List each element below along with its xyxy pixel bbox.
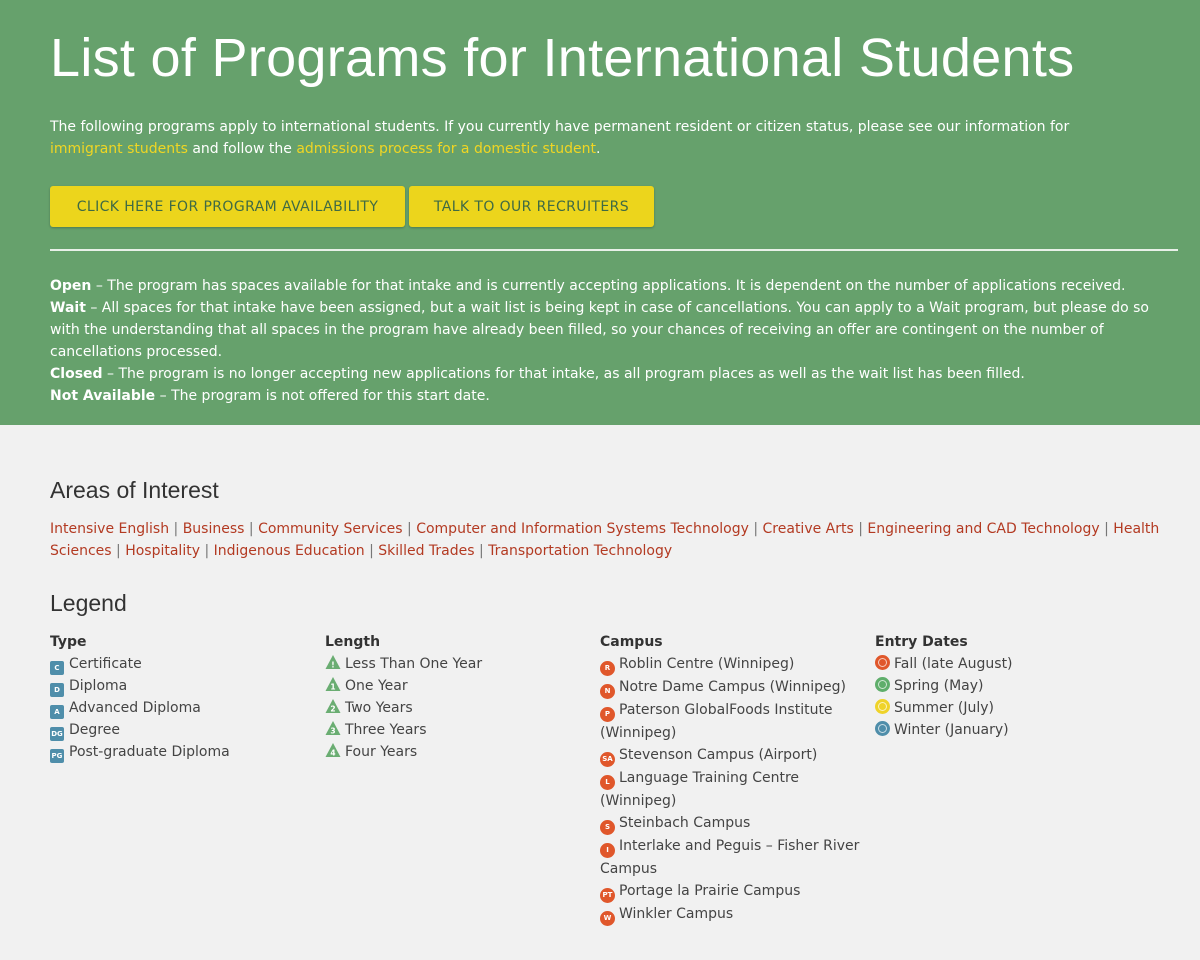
legend-item [600,653,875,676]
legend-item [50,697,325,719]
page-title: List of Programs for International Students [50,28,1075,88]
svg-text:4: 4 [330,748,336,758]
svg-text:2: 2 [330,704,336,714]
legend-item [600,767,875,812]
hero-banner [0,0,1200,425]
type-heading: Type [50,634,87,650]
area-link-engineering-and-cad-technology[interactable]: Engineering and CAD Technology [867,521,1100,537]
legend-label: Advanced Diploma [69,700,201,716]
legend-item [600,744,875,767]
area-link-indigenous-education[interactable]: Indigenous Education [213,543,365,559]
area-link-hospitality[interactable]: Hospitality [125,543,200,559]
separator: | [116,543,121,559]
status-closed: Closed – The program is no longer accepting new applications for that intake, as all program places as well as the wait list has been filled. [50,366,1025,382]
legend-item [600,903,875,926]
campus-p-icon: P [600,707,615,722]
legend-label: Winter (January) [894,722,1009,738]
legend-label: Winkler Campus [619,906,734,922]
legend-item [50,719,325,741]
type-degree-icon: DG [50,727,64,741]
fall-icon [875,655,890,670]
legend-label: Notre Dame Campus (Winnipeg) [619,679,846,695]
legend-item [325,741,600,763]
button-row [50,186,1178,227]
type-advanced-diploma-icon: A [50,705,64,719]
separator: | [858,521,863,537]
legend-item [875,653,1150,675]
separator: | [479,543,484,559]
campus-sa-icon: SA [600,752,615,767]
area-link-business[interactable]: Business [182,521,245,537]
campus-s-icon: S [600,820,615,835]
legend-item [325,653,600,675]
legend-label: Stevenson Campus (Airport) [619,747,818,763]
immigrant-students-link[interactable]: immigrant students [50,141,188,157]
legend-label: Interlake and Peguis – Fisher River Campus [600,838,860,877]
legend-item [875,719,1150,741]
legend-item [600,835,875,880]
legend-item [600,812,875,835]
length-one-year-icon [325,676,341,692]
legend-label: Four Years [345,744,418,760]
area-link-community-services[interactable]: Community Services [258,521,403,537]
summer-icon [875,699,890,714]
legend-label: Fall (late August) [894,656,1013,672]
legend-item [325,675,600,697]
legend-label: Three Years [345,722,427,738]
legend-item [325,719,600,741]
legend-length-column [325,631,600,926]
separator: | [204,543,210,559]
winter-icon [875,721,890,736]
campus-pt-icon: PT [600,888,615,903]
legend-label: Summer (July) [894,700,994,716]
type-certificate-icon: C [50,661,64,675]
legend-label: Paterson GlobalFoods Institute (Winnipeg) [600,702,833,741]
legend-label: One Year [345,678,408,694]
length-less-than-one-year-icon [325,654,341,670]
legend-label: Roblin Centre (Winnipeg) [619,656,795,672]
campus-r-icon: R [600,661,615,676]
status-open: Open – The program has spaces available for that intake and is currently accepting applications. It is dependent on the number of applications received. [50,278,1126,294]
separator: | [753,521,759,537]
legend-label: Less Than One Year [345,656,483,672]
legend-item [325,697,600,719]
legend-label: Two Years [345,700,413,716]
campus-heading: Campus [600,634,663,650]
legend-item [50,741,325,763]
length-two-years-icon [325,698,341,714]
divider [50,249,1178,251]
campus-i-icon: I [600,843,615,858]
talk-to-recruiters-button[interactable]: TALK TO OUR RECRUITERS [409,186,654,227]
type-post-graduate-diploma-icon: PG [50,749,64,763]
program-availability-button[interactable]: CLICK HERE FOR PROGRAM AVAILABILITY [50,186,405,227]
area-link-skilled-trades[interactable]: Skilled Trades [378,543,475,559]
length-three-years-icon [325,720,341,736]
length-four-years-icon [325,742,341,758]
svg-text:3: 3 [330,726,336,736]
legend-heading: Legend [50,590,127,616]
intro-paragraph: The following programs apply to international students. If you currently have permanent resident or citizen status, please see our information for immigrant students and follow the admissions process for a domestic student. [50,119,1070,157]
domestic-admissions-link[interactable]: admissions process for a domestic student [296,141,596,157]
legend [50,631,1150,926]
legend-label: Diploma [69,678,128,694]
legend-item [600,880,875,903]
status-definitions [50,275,1178,407]
legend-label: Post-graduate Diploma [69,744,230,760]
main-content [0,425,1200,926]
legend-label: Spring (May) [894,678,984,694]
areas-of-interest-links [50,518,1160,562]
legend-type-column [50,631,325,926]
length-heading: Length [325,634,381,650]
legend-item [50,653,325,675]
separator: | [369,543,374,559]
legend-campus-column [600,631,875,926]
area-link-health-sciences[interactable]: Health Sciences [50,521,1160,559]
status-not-available: Not Available – The program is not offered for this start date. [50,388,490,404]
entry-dates-heading: Entry Dates [875,634,968,650]
legend-label: Portage la Prairie Campus [619,883,801,899]
status-wait: Wait – All spaces for that intake have been assigned, but a wait list is being kept in case of cancellations. You can apply to a Wait program, but please do so with the understanding that all spaces in the program have already been filled, so your chances of receiving an offer are contingent on the number of cancellations processed. [50,300,1149,360]
areas-heading: Areas of Interest [50,477,219,503]
campus-w-icon: W [600,911,615,926]
legend-item [50,675,325,697]
legend-label: Steinbach Campus [619,815,751,831]
campus-l-icon: L [600,775,615,790]
spring-icon [875,677,890,692]
type-diploma-icon: D [50,683,64,697]
area-link-transportation-technology[interactable]: Transportation Technology [488,543,673,559]
legend-item [875,697,1150,719]
area-link-intensive-english[interactable]: Intensive English [50,521,170,537]
area-link-creative-arts[interactable]: Creative Arts [762,521,854,537]
area-link-computer-and-information-systems-technology[interactable]: Computer and Information Systems Technology [416,521,749,537]
svg-text:!: ! [331,660,335,670]
separator: | [407,521,412,537]
legend-entry-dates-column [875,631,1150,926]
legend-item [600,699,875,744]
legend-item [600,676,875,699]
legend-label: Degree [69,722,120,738]
separator: | [1104,521,1109,537]
campus-n-icon: N [600,684,615,699]
separator: | [248,521,254,537]
svg-text:1: 1 [330,682,336,692]
legend-item [875,675,1150,697]
legend-label: Language Training Centre (Winnipeg) [600,770,800,809]
legend-label: Certificate [69,656,142,672]
separator: | [173,521,179,537]
